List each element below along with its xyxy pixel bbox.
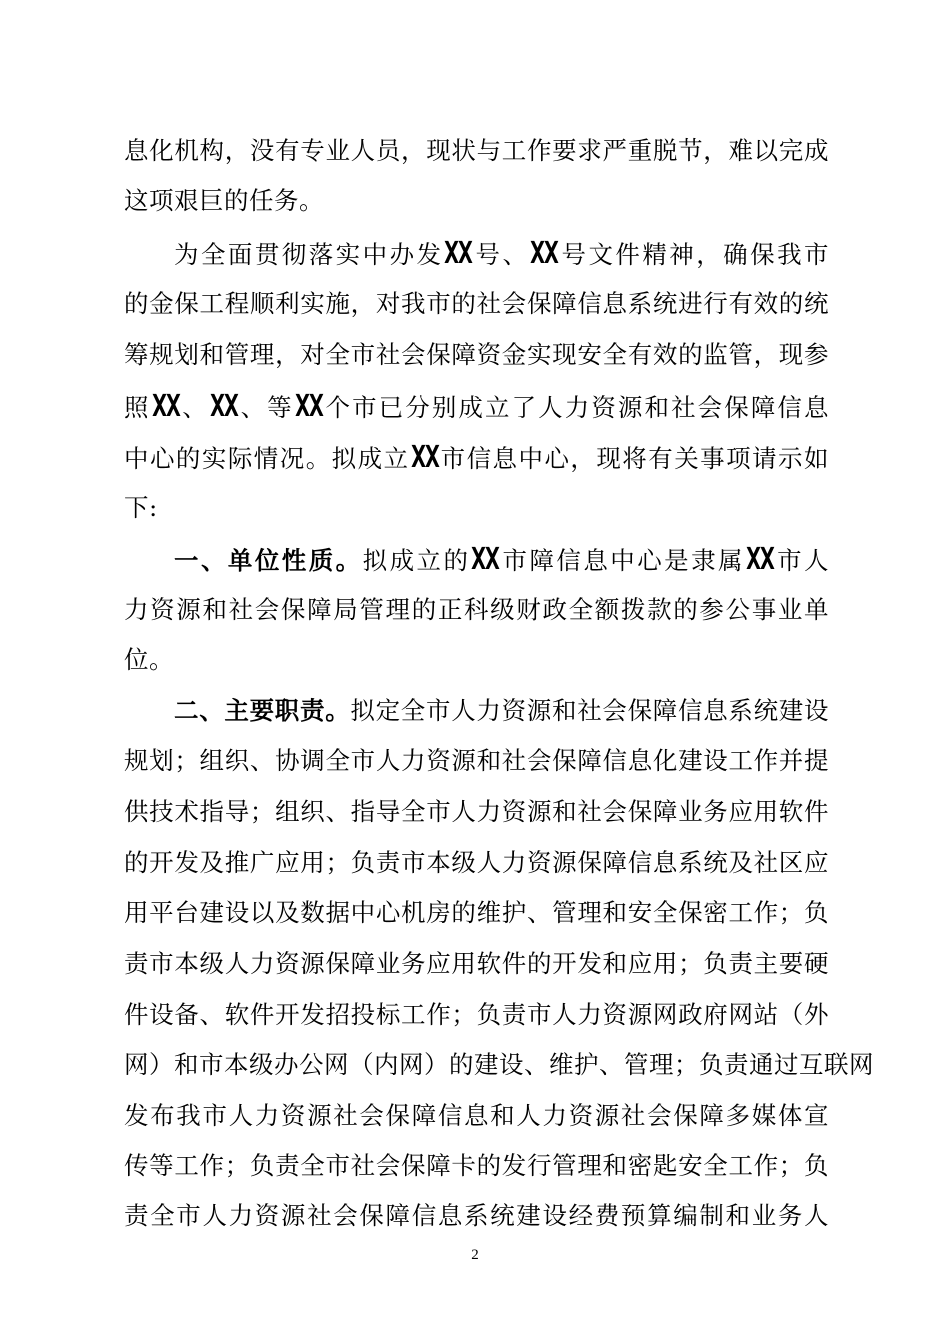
text-line: 为全面贯彻落实中办发XX号、XX号文件精神，确保我市 — [174, 236, 830, 271]
page-number: 2 — [471, 1247, 479, 1263]
text-line: 息化机构，没有专业人员，现状与工作要求严重脱节，难以完成 — [124, 136, 829, 165]
text-line: 网）和市本级办公网（内网）的建设、维护、管理；负责通过互联网 — [124, 1050, 874, 1079]
text-line: 的开发及推广应用；负责市本级人力资源保障信息系统及社区应 — [124, 848, 829, 877]
text-line: 二、主要职责。拟定全市人力资源和社会保障信息系统建设 — [174, 696, 830, 725]
text-line: 件设备、软件开发招投标工作；负责市人力资源网政府网站（外 — [124, 1000, 829, 1029]
text-line: 力资源和社会保障局管理的正科级财政全额拨款的参公事业单 — [124, 595, 829, 624]
text-line: 筹规划和管理，对全市社会保障资金实现安全有效的监管，现参 — [124, 340, 829, 369]
text-line: 下: — [124, 493, 158, 522]
text-line: 供技术指导；组织、指导全市人力资源和社会保障业务应用软件 — [124, 797, 829, 826]
text-line: 规划；组织、协调全市人力资源和社会保障信息化建设工作并提 — [124, 746, 829, 775]
text-line: 用平台建设以及数据中心机房的维护、管理和安全保密工作；负 — [124, 898, 829, 927]
section-heading: 二、主要职责。 — [174, 696, 351, 725]
text-line: 传等工作；负责全市社会保障卡的发行管理和密匙安全工作；负 — [124, 1151, 829, 1180]
text-line: 责全市人力资源社会保障信息系统建设经费预算编制和业务人 — [124, 1201, 829, 1230]
text-line: 责市本级人力资源保障业务应用软件的开发和应用；负责主要硬 — [124, 949, 829, 978]
text-line: 照XX、XX、等XX个市已分别成立了人力资源和社会保障信息 — [124, 389, 830, 424]
section-heading: 一、单位性质。 — [174, 546, 363, 575]
text-line: 位。 — [124, 645, 174, 674]
text-line: 这项艰巨的任务。 — [124, 186, 324, 215]
text-line: 的金保工程顺利实施，对我市的社会保障信息系统进行有效的统 — [124, 289, 829, 318]
text-line: 一、单位性质。拟成立的XX市障信息中心是隶属XX市人 — [174, 542, 830, 577]
text-line: 中心的实际情况。拟成立XX市信息中心，现将有关事项请示如 — [124, 440, 830, 475]
text-line: 发布我市人力资源社会保障信息和人力资源社会保障多媒体宣 — [124, 1101, 829, 1130]
